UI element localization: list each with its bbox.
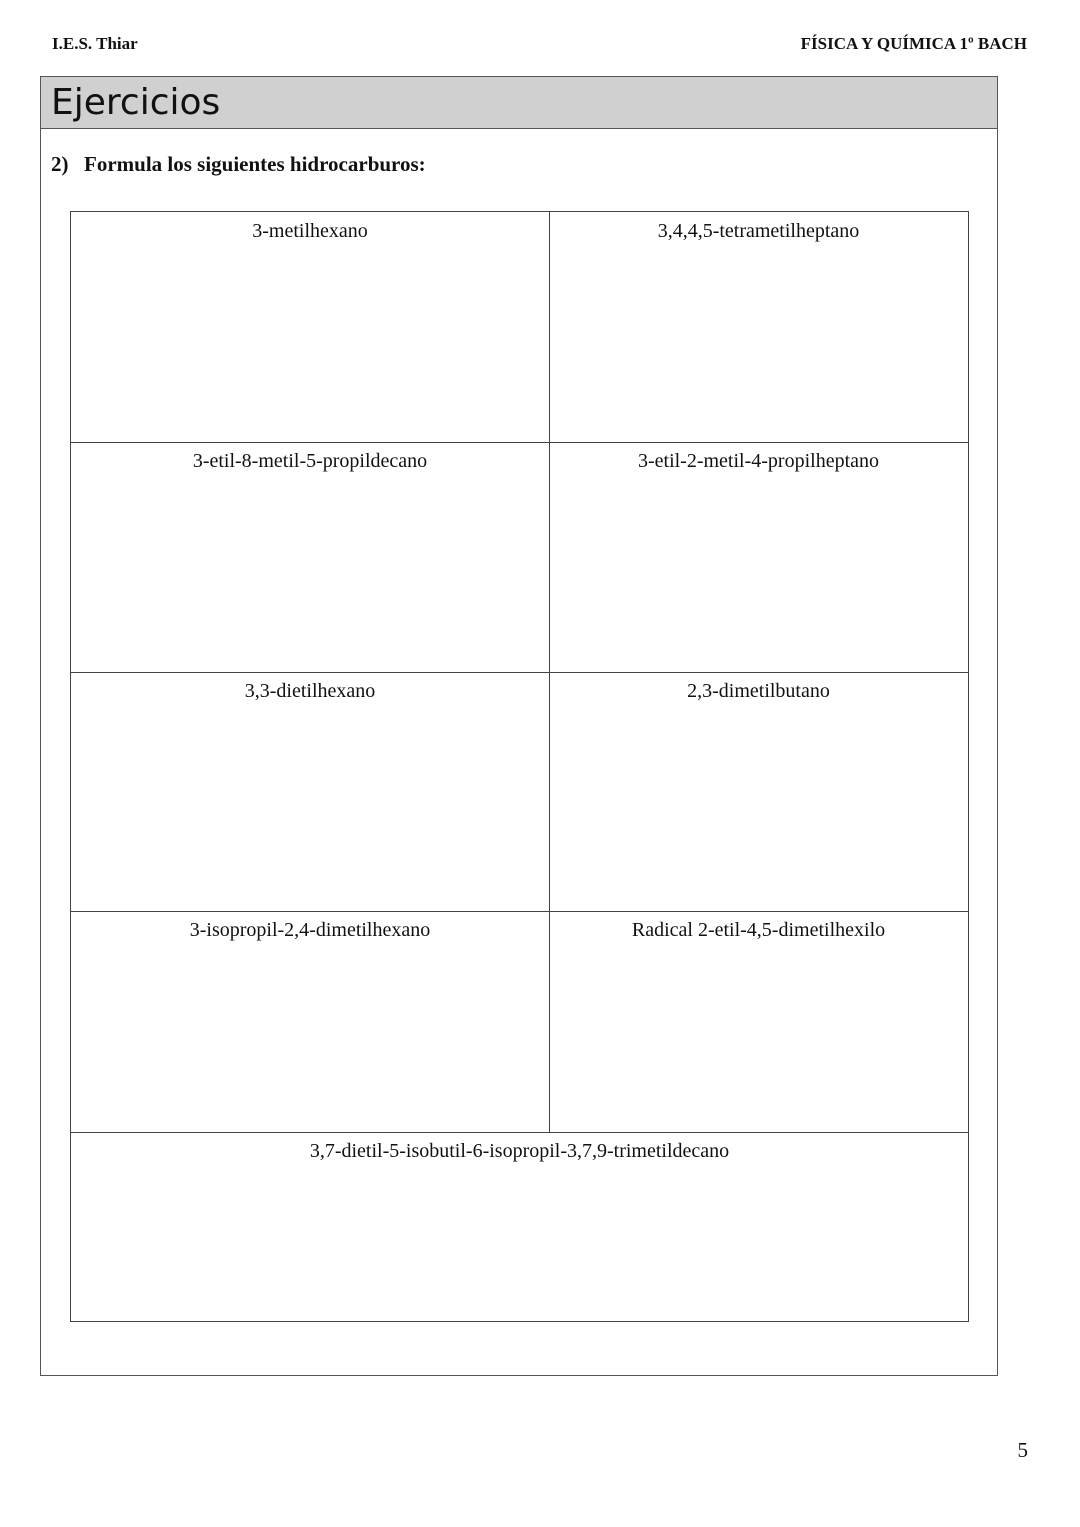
answer-cell[interactable] (549, 672, 968, 911)
exercise-prompt-text: Formula los siguientes hidrocarburos: (84, 152, 426, 176)
school-name: I.E.S. Thiar (52, 34, 138, 53)
compound-name: Radical 2-etil-4,5-dimetilhexilo (631, 919, 886, 941)
compound-name: 2,3-dimetilbutano (687, 680, 830, 702)
compound-name: 3,4,4,5-tetrametilheptano (657, 220, 860, 242)
page-number: 5 (1017, 1438, 1028, 1462)
answer-cell[interactable] (71, 212, 549, 442)
answer-cell[interactable] (549, 911, 968, 1132)
compound-name: 3-metilhexano (252, 220, 368, 242)
exercise-number: 2) (51, 152, 69, 176)
section-title: Ejercicios (51, 82, 221, 123)
compound-name: 3-etil-2-metil-4-propilheptano (637, 450, 880, 472)
answer-cell[interactable] (71, 442, 549, 672)
answer-grid (70, 211, 969, 1322)
exercise-prompt (51, 152, 426, 177)
compound-name: 3-etil-8-metil-5-propildecano (192, 450, 428, 472)
compound-name: 3-isopropil-2,4-dimetilhexano (189, 919, 431, 941)
answer-cell[interactable] (71, 672, 549, 911)
answer-cell[interactable] (71, 911, 549, 1132)
answer-cell[interactable] (549, 212, 968, 442)
section-header-bar (41, 77, 997, 129)
compound-name: 3,7-dietil-5-isobutil-6-isopropil-3,7,9-trimetildecano (309, 1140, 730, 1162)
answer-cell-wide[interactable] (71, 1132, 968, 1321)
compound-name: 3,3-dietilhexano (244, 680, 376, 702)
course-title: FÍSICA Y QUÍMICA 1º BACH (800, 34, 1027, 53)
answer-cell[interactable] (549, 442, 968, 672)
